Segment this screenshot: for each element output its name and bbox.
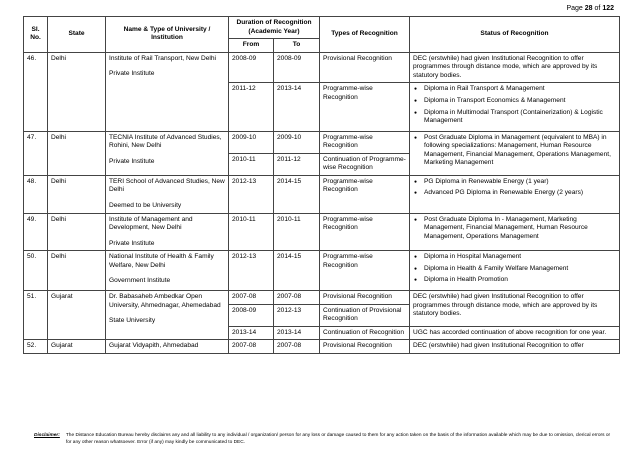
cell-recognition-type: Programme-wise Recognition	[320, 131, 410, 153]
cell-sl: 50.	[24, 251, 48, 291]
cell-institution	[106, 52, 229, 131]
cell-institution	[106, 340, 229, 354]
cell-to: 2012-13	[274, 304, 320, 326]
cell-recognition-type: Continuation of Recognition	[320, 326, 410, 340]
cell-recognition-type: Programme-wise Recognition	[320, 83, 410, 131]
cell-sl: 46.	[24, 52, 48, 131]
cell-to: 2014-15	[274, 251, 320, 291]
cell-to: 2007-08	[274, 340, 320, 354]
cell-state: Gujarat	[48, 340, 106, 354]
cell-state: Delhi	[48, 251, 106, 291]
header-types: Types of Recognition	[320, 17, 410, 53]
cell-institution	[106, 213, 229, 251]
cell-status: DEC (erstwhile) had given Institutional Recognition to offer	[410, 340, 620, 354]
cell-status	[410, 83, 620, 131]
header-row	[24, 17, 620, 39]
institution-name: Dr. Babasaheb Ambedkar Open University, Ahmednagar, Ahemedabad	[109, 292, 221, 309]
cell-to: 2010-11	[274, 213, 320, 251]
institution-name: Institute of Management and Development, New Delhi	[109, 215, 193, 232]
header-status: Status of Recognition	[410, 17, 620, 53]
disclaimer	[34, 432, 614, 446]
list-item: ● Diploma in Health & Family Welfare Management	[413, 265, 616, 274]
cell-recognition-type: Provisional Recognition	[320, 52, 410, 83]
cell-to: 2008-09	[274, 52, 320, 83]
cell-from: 2008-09	[229, 304, 274, 326]
cell-state: Delhi	[48, 213, 106, 251]
cell-sl: 47.	[24, 131, 48, 175]
header-sl-no: Sl. No.	[24, 17, 48, 53]
institution-name: Institute of Rail Transport, New Delhi	[109, 54, 217, 62]
cell-to: 2007-08	[274, 290, 320, 304]
cell-status: UGC has accorded continuation of above recognition for one year.	[410, 326, 620, 340]
cell-status	[410, 175, 620, 213]
cell-institution	[106, 131, 229, 175]
recognition-table	[23, 16, 620, 354]
header-name-type: Name & Type of University / Institution	[106, 17, 229, 53]
cell-status	[410, 251, 620, 291]
cell-recognition-type: Provisional Recognition	[320, 340, 410, 354]
cell-sl: 48.	[24, 175, 48, 213]
cell-state: Gujarat	[48, 290, 106, 339]
cell-recognition-type: Programme-wise Recognition	[320, 251, 410, 291]
cell-state: Delhi	[48, 175, 106, 213]
cell-sl: 52.	[24, 340, 48, 354]
cell-institution	[106, 175, 229, 213]
list-item: ● Diploma in Hospital Management	[413, 253, 616, 262]
cell-from: 2011-12	[229, 83, 274, 131]
page-number: Page 28 of 122	[566, 5, 614, 12]
cell-from: 2009-10	[229, 131, 274, 153]
table-row	[24, 213, 620, 251]
disclaimer-text: The Distance Education Bureau hereby disclaims any and all liability to any individual / organization/ person for any loss or damage caused to them for any action taken on the basis of the information available which may be due to omission, clerical errors or for any other reason whatsoever. Error (if any) may kindly be communicated to DEC.	[65, 433, 611, 446]
institution-name: TERI School of Advanced Studies, New Delhi	[109, 177, 225, 194]
list-item: ● Diploma in Transport Economics & Management	[413, 97, 616, 106]
header-to: To	[274, 39, 320, 53]
list-item: ● Diploma in Rail Transport & Management	[413, 85, 616, 94]
cell-from: 2007-08	[229, 340, 274, 354]
cell-from: 2013-14	[229, 326, 274, 340]
cell-to: 2014-15	[274, 175, 320, 213]
list-item: ● Post Graduate Diploma in Management (equivalent to MBA) in following specializations: Management, Human Resource Management, Financial Management, Operations Management, Marketing Management	[413, 134, 616, 168]
table-row	[24, 52, 620, 83]
cell-recognition-type: Programme-wise Recognition	[320, 175, 410, 213]
list-item: ● Diploma in Health Promotion	[413, 276, 616, 285]
cell-recognition-type: Provisional Recognition	[320, 290, 410, 304]
table-row	[24, 290, 620, 304]
table-row	[24, 131, 620, 153]
cell-to: 2011-12	[274, 153, 320, 175]
cell-from: 2010-11	[229, 153, 274, 175]
cell-recognition-type: Continuation of Provisional Recognition	[320, 304, 410, 326]
cell-from: 2010-11	[229, 213, 274, 251]
table-row	[24, 175, 620, 213]
disclaimer-label: Disclaimer:	[34, 433, 60, 438]
cell-institution	[106, 251, 229, 291]
cell-recognition-type: Programme-wise Recognition	[320, 213, 410, 251]
list-item: ● Diploma in Multimodal Transport (Containerization) & Logistic Management	[413, 109, 616, 126]
institution-type: Private Institute	[109, 157, 155, 165]
cell-status: DEC (erstwhile) had given Institutional Recognition to offer programmes through distance mode, which are approved by its statutory bodies.	[410, 290, 620, 326]
institution-type: Deemed to be University	[109, 202, 182, 209]
cell-from: 2007-08	[229, 290, 274, 304]
cell-to: 2013-14	[274, 326, 320, 340]
cell-state: Delhi	[48, 52, 106, 131]
header-duration: Duration of Recognition (Academic Year)	[229, 17, 320, 39]
list-item: ● PG Diploma in Renewable Energy (1 year)	[413, 178, 616, 187]
institution-type: Private Institute	[109, 239, 155, 247]
cell-state: Delhi	[48, 131, 106, 175]
institution-name: TECNIA Institute of Advanced Studies, Rohini, New Delhi	[109, 133, 222, 150]
cell-sl: 51.	[24, 290, 48, 339]
cell-status: DEC (erstwhile) had given Institutional Recognition to offer programmes through distance mode, which are approved by its statutory bodies.	[410, 52, 620, 83]
institution-type: Private Institute	[109, 70, 155, 78]
header-from: From	[229, 39, 274, 53]
table-row	[24, 340, 620, 354]
cell-to: 2013-14	[274, 83, 320, 131]
institution-name: Gujarat Vidyapith, Ahmedabad	[109, 342, 199, 350]
cell-status	[410, 213, 620, 251]
header-state: State	[48, 17, 106, 53]
cell-status	[410, 131, 620, 175]
table-row	[24, 251, 620, 291]
cell-from: 2012-13	[229, 175, 274, 213]
cell-from: 2008-09	[229, 52, 274, 83]
cell-institution	[106, 290, 229, 339]
institution-name: National Institute of Health & Family Welfare, New Delhi	[109, 253, 214, 269]
institution-type: State University	[109, 317, 156, 325]
list-item: ● Post Graduate Diploma In - Management, Marketing Management, Financial Management, Human Resource Management, Operations Management	[413, 216, 616, 242]
cell-from: 2012-13	[229, 251, 274, 291]
cell-sl: 49.	[24, 213, 48, 251]
list-item: ● Advanced PG Diploma in Renewable Energy (2 years)	[413, 189, 616, 198]
institution-type: Government Institute	[109, 277, 171, 285]
cell-recognition-type: Continuation of Programme-wise Recognition	[320, 153, 410, 175]
cell-to: 2009-10	[274, 131, 320, 153]
